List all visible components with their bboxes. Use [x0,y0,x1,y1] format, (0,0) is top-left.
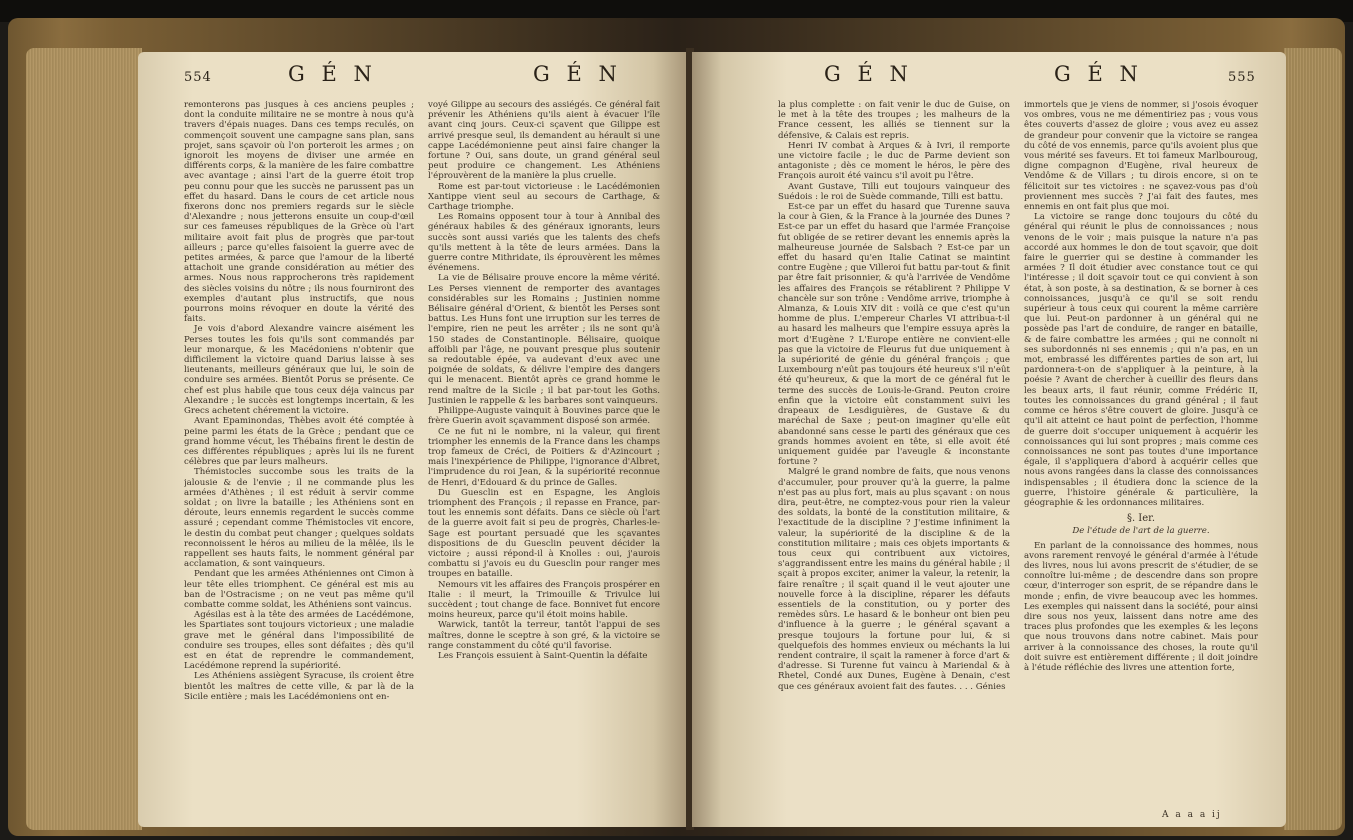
section-subtitle: De l'étude de l'art de la guerre. [1072,526,1210,537]
running-head: G É N [533,62,622,86]
paragraph: Malgré le grand nombre de faits, que nous venons d'accumuler, pour prouver qu'à la guerre, la palme n'est pas au plus fort, mais au plus sçavant : on nous dira, peut-être, ne comptez-vous pour rien la valeur des soldats, la bonté de la constitution militaire, & l'exactitude de la discipline ? J'estime infiniment la valeur, la supériorité de la discipline & de la constitution militaire ; mais ces objets importants & tous ceux qui contribuent aux victoires, s'aggrandissent entre les mains du général habile ; il sçait à propos exciter, animer la valeur, la retenir, la faire renaître ; il sçait quand il le veut ajouter une nouvelle force à la discipline, réparer les défauts essentiels de la constitution, ou y porter des remèdes sûrs. Le hasard & le bonheur ont bien peu d'influence à la guerre ; le général sçavant a presque toujours la fortune pour lui, & si quelquefois des hommes envieux ou méchants la lui rendent contraire, il sçait la ramener à force d'art & d'adresse. Si Turenne fut vaincu à Mariendal & à Rhetel, Condé aux Dunes, Eugène à Denain, c'est que ces généraux avoient fait des fautes. . . . Génies [778,467,1010,692]
right-page-column-1 [778,100,1010,810]
right-page [692,52,1286,827]
left-page-header [138,62,686,92]
paragraph: La victoire se range donc toujours du côté du général qui réunit le plus de connoissances ; nous venons de le voir ; mais puisque la nature n'a pas accordé aux hommes le don de tout sçavoir, que doit faire le guerrier qui se destine à commander les armées ? Il doit étudier avec constance tout ce qui l'intéresse ; il doit sçavoir tout ce qui convient à son état, à son poste, à sa destination, & se borner à ces connoissances, jusqu'à ce qu'il se soit rendu supérieur à tous ceux qui courent la même carrière que lui. Peut-on pardonner à un général qui ne possède pas l'art de conduire, de ranger en bataille, & de faire combattre les armées ; qui ne connoît ni ses subordonnés ni ses ennemis ; qui n'a pas, en un mot, embrassé les différentes parties de son art, lui pardonnera-t-on de s'appliquer à la peinture, à la poésie ? Avant de chercher à cueillir des fleurs dans les beaux arts, il faut réunir, comme Frédéric II, toutes les connoissances du grand général ; il faut comme ce héros s'être couvert de gloire. Jusqu'à ce qu'il ait atteint ce haut point de perfection, l'homme de guerre doit s'occuper uniquement à acquérir les connoissances qui lui sont propres ; mais comme ces connoissances ne sont pas toutes d'une importance égale, il s'appliquera d'abord à acquérir celles que nous avons rangées dans la classe des connoissances indispensables ; il étudiera donc la science de la guerre, l'histoire générale & particulière, la géographie & les ordonnances militaires. [1024,212,1258,508]
paragraph: Pendant que les armées Athéniennes ont Cimon à leur tête elles triomphent. Ce général est mis au ban de l'Ostracisme ; on ne veut pas même qu'il combatte comme soldat, les Athéniens sont vaincus. [184,569,414,610]
page-number: 555 [1228,70,1256,85]
paragraph: Philippe-Auguste vainquit à Bouvines parce que le frère Guerin avoit sçavamment disposé son armée. [428,406,660,427]
paragraph: Henri IV combat à Arques & à Ivri, il remporte une victoire facile ; le duc de Parme devient son antagoniste ; dès ce moment le héros, le père des François auroit été vaincu s'il avoit pu l'être. [778,140,1010,182]
paragraph: Thémistocles succombe sous les traits de la jalousie & de l'envie ; il ne commande plus les armées d'Athènes ; il est réduit à servir comme soldat ; on livre la bataille ; les Athéniens sont en déroute, leurs ennemis regardent le succès comme assuré ; cependant comme Thémistocles vit encore, le destin du combat peut changer ; quelques soldats reconnoissent le héros au milieu de la mêlée, ils le rappellent ses hauts faits, le nomment général par acclamation, & sont vainqueurs. [184,467,414,570]
running-head: G É N [288,62,377,86]
paragraph: Warwick, tantôt la terreur, tantôt l'appui de ses maîtres, donne le sceptre à son gré, & la victoire se range constamment du côté qu'il favorise. [428,620,660,651]
signature-mark: A a a a ij [1162,810,1222,820]
paragraph: Les François essuient à Saint-Quentin la défaite [438,650,648,661]
paragraph: Avant Epaminondas, Thèbes avoit été comptée à peine parmi les états de la Grèce ; pendant que ce grand homme vécut, les Thébains firent le destin de ces différentes républiques ; après lui ils ne furent célèbres que par leurs malheurs. [184,416,414,468]
left-page [138,52,686,827]
paragraph: remonterons pas jusques à ces anciens peuples ; dont la conduite militaire ne se montre à nous qu'à travers d'épais nuages. Dans ces temps reculés, on commençoit souvent une campagne sans plan, sans projet, sans sçavoir où l'on porteroit les armes ; on ignoroit les moyens de diviser une armée en différents corps, & la manière de les faire combattre avec avantage ; ainsi l'art de la guerre étoit trop peu connu pour que les succès ne parussent pas un effet du hasard. Dans le cours de cet article nous fixerons donc nos premiers regards sur le siècle d'Alexandre ; nous jetterons ensuite un coup-d'œil sur ces fameuses républiques de la Grèce où l'art militaire avoit fait plus de progrès que par-tout ailleurs ; parce qu'elles faisoient la guerre avec de petites armées, & parce que l'amour de la liberté attachoit une grande considération au métier des armes. Nous nous rapprocherons très rapidement des siècles voisins du nôtre ; ils nous fourniront des exemples d'autant plus instructifs, que nous pourrons moins révoquer en doute la vérité des faits. [184,100,414,325]
paragraph: Ce ne fut ni le nombre, ni la valeur, qui firent triompher les ennemis de la France dans les champs trop fameux de Créci, de Poitiers & d'Azincourt ; mais l'inexpérience de Philippe, l'ignorance d'Albret, l'imprudence du roi Jean, & la supériorité reconnue de Henri, d'Edouard & du prince de Galles. [428,426,660,488]
paragraph: immortels que je viens de nommer, si j'osois évoquer vos ombres, vous ne me démentiriez pas ; vous vous êtes couverts d'assez de gloire ; vous avez eu assez de grandeur pour convenir que la victoire se rangea du côté de vos ennemis, parce qu'ils avoient plus que vous mérité ses faveurs. Et toi fameux Marlbouroug, digne compagnon d'Eugène, rival heureux de Vendôme & de Villars ; tu dirois encore, si on te félicitoit sur tes victoires : ne sçavez-vous pas d'où proviennent mes succès ? J'ai fait des fautes, mes ennemis en ont fait plus que moi. [1024,100,1258,213]
paragraph: Les Athéniens assiègent Syracuse, ils croient être bientôt les maîtres de cette ville, & par là de la Sicile entière ; mais les Lacédémoniens ont en- [184,671,414,702]
left-page-column-1 [184,100,414,810]
open-book [8,18,1345,836]
paragraph: Les Romains opposent tour à tour à Annibal des généraux habiles & des généraux ignorants, leurs succès sont aussi variés que les talents des chefs qu'ils mettent à la tête de leurs armées. Dans la guerre contre Mithridate, ils éprouvèrent les mêmes événemens. [428,212,660,274]
right-page-header [692,62,1286,92]
paragraph: Avant Gustave, Tilli eut toujours vainqueur des Suédois : le roi de Suède commande, Tilli est battu. [778,181,1010,202]
page-number: 554 [184,70,212,85]
running-head: G É N [824,62,913,86]
paragraph: la plus complette : on fait venir le duc de Guise, on le met à la tête des troupes ; les malheurs de la France cessent, les alliés se tiennent sur la défensive, & Calais est repris. [778,100,1010,141]
paragraph: En parlant de la connoissance des hommes, nous avons rarement renvoyé le général d'armée à l'étude des livres, nous lui avons prescrit de s'étudier, de se connoître lui-même ; de descendre dans son propre cœur, d'interroger son esprit, de se répandre dans le monde ; enfin, de vivre beaucoup avec les hommes. Les exemples qui naissent dans la société, pour ainsi dire sous nos yeux, laissent dans notre ame des traces plus profondes que les exemples & les leçons que nous trouvons dans notre cabinet. Mais pour arriver à la connoissance des choses, la route qu'il doit suivre est entièrement différente ; il doit joindre à l'étude réfléchie des livres une attention forte, [1024,540,1258,673]
left-page-column-2 [428,100,660,810]
section-title: §. Ier. [1126,513,1156,525]
running-head: G É N [1054,62,1143,86]
paragraph: voyé Gilippe au secours des assiégés. Ce général fait prévenir les Athéniens qu'ils aient à évacuer l'île avant cinq jours. Ceux-ci sçavent que Gilippe est arrivé presque seul, ils demandent au hérault si une cappe Lacédémonienne peut ainsi faire changer la fortune ? Oui, sans doute, un grand général seul peut produire ce changement. Les Athéniens l'éprouvèrent de la manière la plus cruelle. [428,100,660,182]
paragraph: Agésilas est à la tête des armées de Lacédémone, les Spartiates sont toujours victorieux ; une maladie grave met le général dans l'impossibilité de conduire ses troupes, elles sont défaites ; dès qu'il est en état de reprendre le commandement, Lacédémone reprend la supériorité. [184,610,414,672]
paragraph: Rome est par-tout victorieuse : le Lacédémonien Xantippe vient seul au secours de Carthage, & Carthage triomphe. [428,181,660,213]
right-page-edges [1284,48,1342,830]
left-page-edges [26,48,142,830]
right-page-column-2 [1024,100,1258,810]
paragraph: La vie de Bélisaire prouve encore la même vérité. Les Perses viennent de remporter des avantages considérables sur les Romains ; Justinien nomme Bélisaire général d'Orient, & bientôt les Perses sont battus. Les Huns font une irruption sur les terres de l'empire, rien ne peut les arrêter ; ils ne sont qu'à 150 stades de Constantinople. Bélisaire, quoique affoibli par l'âge, ne pouvant presque plus soutenir sa redoutable épée, va audevant d'eux avec une poignée de soldats, & délivre l'empire des dangers qui le menacent. Bientôt après ce grand homme le rend maître de la Sicile ; il bat par-tout les Goths. Justinien le rappelle & les barbares sont vainqueurs. [428,273,660,406]
paragraph: Nemours vit les affaires des François prospérer en Italie : il meurt, la Trimouille & Trivulce lui succèdent ; tout change de face. Bonnivet fut encore moins heureux, parce qu'il étoit moins habile. [428,579,660,621]
paragraph: Je vois d'abord Alexandre vaincre aisément les Perses toutes les fois qu'ils sont commandés par leur monarque, & les Macédoniens n'obtenir que difficilement la victoire quand Darius laisse à ses lieutenants, meilleurs généraux que lui, le soin de conduire ses armées. Bientôt Porus se présente. Ce chef est plus habile que tous ceux déja vaincus par Alexandre ; le succès est longtemps incertain, & les Grecs achetent chérement la victoire. [184,324,414,417]
paragraph: Est-ce par un effet du hasard que Turenne sauva la cour à Gien, & la France à la journée des Dunes ? Est-ce par un effet du hasard que l'armée Françoise fut obligée de se retirer devant les ennemis après la malheureuse journée de Salsbach ? Est-ce par un effet du hasard qu'en Italie Catinat se maintint contre Eugène ; que Villeroi fut battu par-tout & finit par être fait prisonnier, & qu'à l'arrivée de Vendôme les affaires des François se rétablirent ? Philippe V chancèle sur son trône : Vendôme arrive, triomphe à Almanza, & Louis XIV dit : voilà ce que c'est qu'un homme de plus. L'empereur Charles VI attribua-t-il au hasard les malheurs que l'empire essuya après la mort d'Eugène ? L'Europe entière ne convient-elle pas que la victoire de Fleurus fut due uniquement à la supériorité de génie du général françois ; que Luxembourg n'eût pas toujours été heureux s'il n'eût été qu'heureux, & que la mort de ce général fut le terme des succès de Louis-le-Grand. Peuton croire enfin que la victoire eût constamment suivi les drapeaux de Lesdiguières, de Gustave & du maréchal de Saxe ; peut-on imaginer qu'elle eût abandonné sans cesse le parti des généraux que ces grands hommes avoient en tête, si elle avoit été uniquement guidée par l'aveugle & inconstante fortune ? [778,202,1010,468]
paragraph: Du Guesclin est en Espagne, les Anglois triomphent des François ; il repasse en France, par-tout les ennemis sont défaits. Dans ce siècle où l'art de la guerre avoit fait si peu de progrès, Charles-le-Sage est pourtant persuadé que les sçavantes dispositions de du Guesclin peuvent décider la victoire ; aussi répond-il à Knolles : oui, j'aurois combattu si j'avois eu du Guesclin pour ranger mes troupes en bataille. [428,487,660,580]
